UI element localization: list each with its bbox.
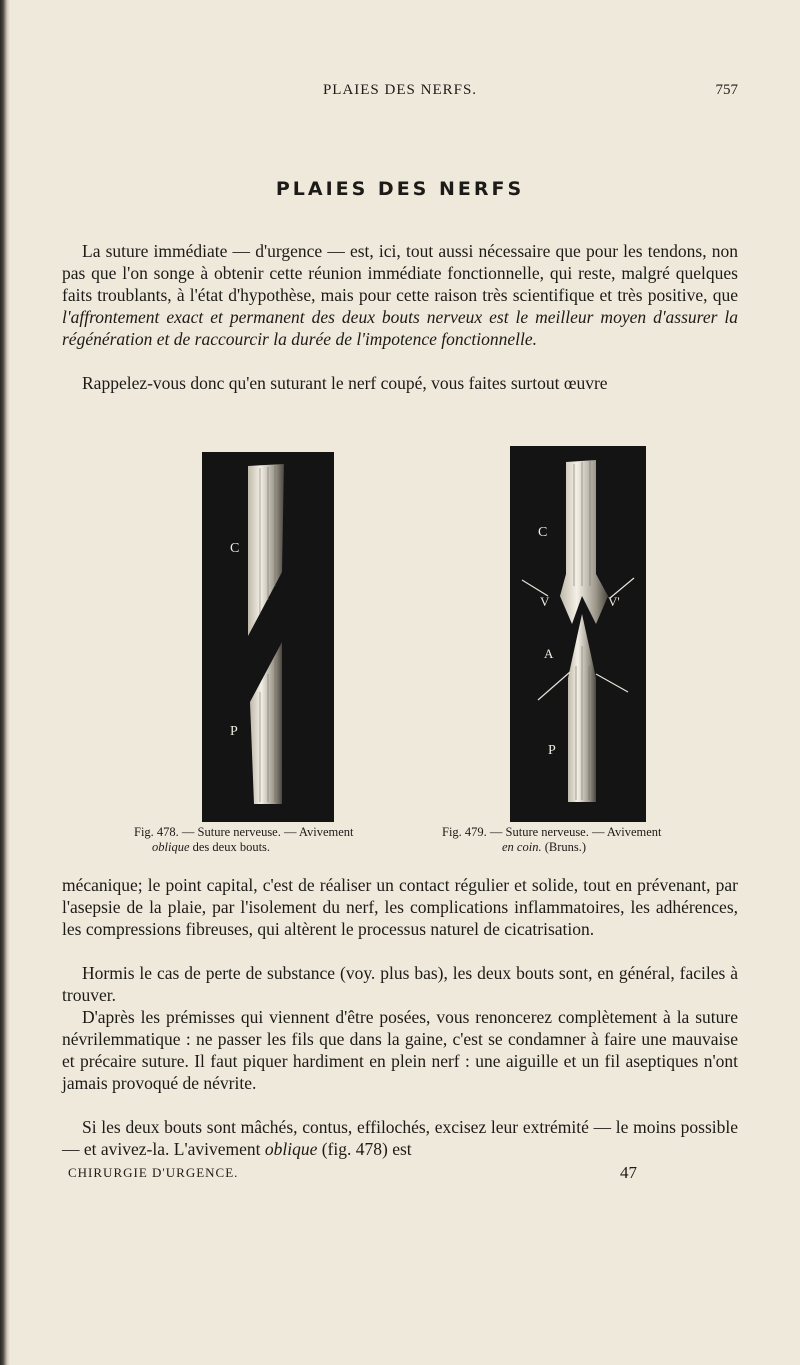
- figure-479-caption-italic: en coin.: [502, 840, 542, 854]
- label-c: C: [230, 541, 240, 556]
- figure-478-caption-rest: des deux bouts.: [189, 840, 271, 854]
- paragraph-1-italic: l'affrontement exact et permanent des deux bouts nerveux est le meilleur moyen d'assurer la régénération et de raccourcir la durée de l'impotence fonctionnelle.: [62, 307, 738, 349]
- figure-479-caption-line1: Fig. 479. — Suture nerveuse. — Avivement: [442, 825, 662, 839]
- label-v: V: [540, 594, 550, 609]
- paragraph-5: D'après les prémisses qui viennent d'être posées, vous renoncerez complètement à la suture névrilemmatique : ne passer les fils que dans la gaine, c'est se condamner à faire une mauvaise et précaire suture. Il faut piquer hardiment en plein nerf : une aiguille et un fil aseptiques n'ont jamais provoqué de névrite.: [62, 1007, 738, 1093]
- label-p: P: [548, 743, 556, 758]
- label-p: P: [230, 724, 238, 739]
- footer-book-title: CHIRURGIE D'URGENCE.: [68, 1165, 239, 1180]
- page-footer: [62, 1165, 738, 1185]
- figure-479-caption: [442, 825, 762, 855]
- signature-number: 47: [620, 1163, 637, 1182]
- paragraph-1: [62, 240, 738, 350]
- running-header-title: PLAIES DES NERFS.: [322, 82, 478, 98]
- label-c: C: [538, 525, 548, 540]
- paragraph-2: Rappelez-vous donc qu'en suturant le nerf coupé, vous faites surtout œuvre: [82, 373, 608, 393]
- label-v-prime: V': [608, 594, 620, 609]
- figure-478: [202, 452, 334, 822]
- figure-478-caption-italic: oblique: [152, 840, 190, 854]
- figure-479-caption-rest: (Bruns.): [541, 840, 587, 854]
- figure-479: [510, 446, 646, 822]
- paragraph-6: [62, 1116, 738, 1160]
- paragraph-6-text-end: (fig. 478) est: [317, 1139, 412, 1159]
- figure-478-caption: [134, 825, 454, 855]
- paragraph-4: Hormis le cas de perte de substance (voy. plus bas), les deux bouts sont, en général, faciles à trouver.: [62, 963, 738, 1005]
- paragraph-6-italic: oblique: [264, 1139, 318, 1159]
- section-title: PLAIES DES NERFS: [275, 178, 525, 200]
- paragraph-1-text: La suture immédiate — d'urgence — est, ici, tout aussi nécessaire que pour les tendons, non pas que l'on songe à obtenir cette réunion immédiate fonctionnelle, qui reste, malgré quelques faits troublants, à l'état d'hypothèse, mais pour cette raison très scientifique et très positive, que: [62, 241, 738, 305]
- label-a: A: [544, 646, 554, 661]
- paragraph-3: mécanique; le point capital, c'est de réaliser un contact régulier et solide, tout en prévenant, par l'asepsie de la plaie, par l'isolement du nerf, les complications inflammatoires, les adhérences, les compressions fibreuses, qui altèrent le processus naturel de cicatrisation.: [62, 875, 738, 939]
- paragraph-6-text: Si les deux bouts sont mâchés, contus, effilochés, excisez leur extrémité — le moins possible — et avivez-la. L'avivement: [62, 1117, 738, 1159]
- page-edge-shadow: [0, 0, 10, 1365]
- page-number: 757: [715, 82, 738, 98]
- running-header: [0, 82, 800, 102]
- figure-478-caption-line1: Fig. 478. — Suture nerveuse. — Avivement: [134, 825, 354, 839]
